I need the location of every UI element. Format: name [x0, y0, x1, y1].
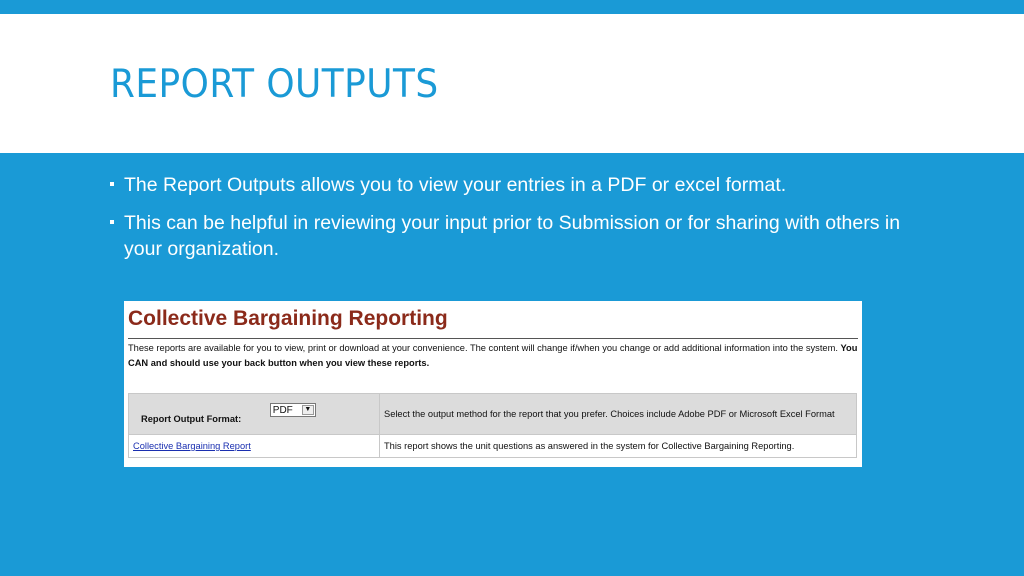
- bullet-text: The Report Outputs allows you to view your entries in a PDF or excel format.: [124, 174, 787, 196]
- report-link-cell: [129, 435, 380, 458]
- bullet-item: [108, 210, 928, 262]
- report-description-cell: This report shows the unit questions as answered in the system for Collective Bargaining Reporting.: [380, 435, 857, 458]
- panel-description: [128, 341, 858, 371]
- report-screenshot-panel: [124, 301, 862, 467]
- bullet-text: This can be helpful in reviewing your input prior to Submission or for sharing with others in your organization.: [124, 212, 901, 260]
- panel-title: Collective Bargaining Reporting: [128, 307, 448, 330]
- bullet-item: [108, 172, 928, 198]
- report-outputs-table: [128, 393, 857, 458]
- description-text: These reports are available for you to view, print or download at your convenience. The content will change if/when you change or add additional information into the system.: [128, 343, 841, 353]
- title-divider: [128, 338, 858, 339]
- format-cell: [129, 394, 380, 435]
- bullet-list: [108, 172, 928, 274]
- square-bullet-icon: [110, 220, 114, 224]
- collective-bargaining-report-link[interactable]: Collective Bargaining Report: [133, 441, 251, 451]
- table-row: [129, 394, 857, 435]
- description-bold-note: You CAN and should use your back button when you view these reports.: [128, 343, 858, 368]
- slide-title: REPORT OUTPUTS: [110, 62, 439, 107]
- selected-format: PDF: [272, 405, 293, 416]
- format-help-cell: Select the output method for the report that you prefer. Choices include Adobe PDF or Microsoft Excel Format: [380, 394, 857, 435]
- output-format-select[interactable]: [270, 403, 316, 417]
- square-bullet-icon: [110, 182, 114, 186]
- top-accent-strip: [0, 0, 1024, 14]
- chevron-down-icon[interactable]: ▼: [302, 405, 314, 415]
- table-row: [129, 435, 857, 458]
- report-output-format-label: Report Output Format:: [141, 414, 242, 424]
